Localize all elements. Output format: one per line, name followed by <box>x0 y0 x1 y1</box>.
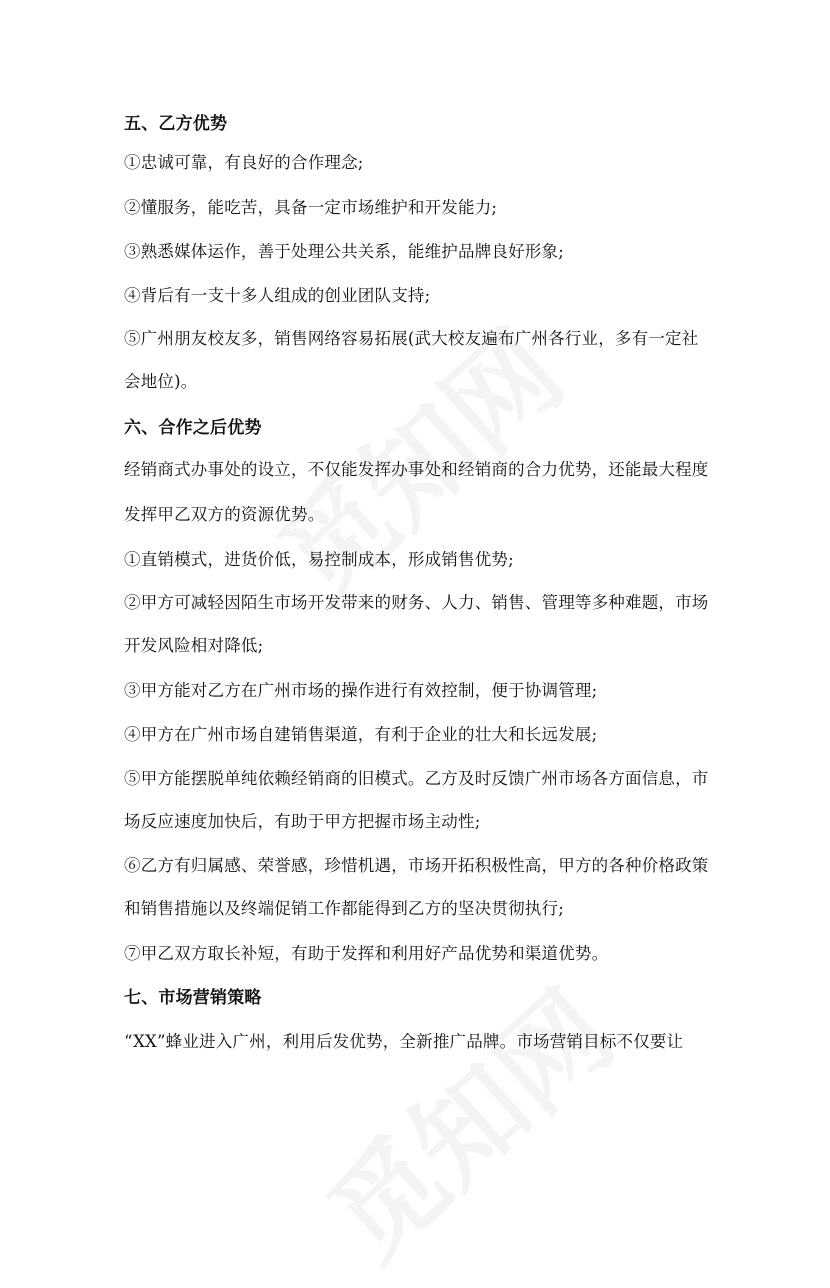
section-heading: 五、乙方优势 <box>124 114 228 134</box>
paragraph-line: ④甲方在广州市场自建销售渠道，有利于企业的壮大和长远发展; <box>124 725 598 744</box>
paragraph-line: 场反应速度加快后，有助于甲方把握市场主动性; <box>124 812 481 831</box>
paragraph-line: 和销售措施以及终端促销工作都能得到乙方的坚决贯彻执行; <box>124 899 564 918</box>
paragraph-line: ③甲方能对乙方在广州市场的操作进行有效控制，便于协调管理; <box>124 681 598 700</box>
paragraph-line: 发挥甲乙双方的资源优势。 <box>124 505 325 524</box>
section-heading: 六、合作之后优势 <box>124 418 262 438</box>
paragraph-line: ⑦甲乙双方取长补短，有助于发挥和利用好产品优势和渠道优势。 <box>124 944 609 963</box>
paragraph-line: ⑤广州朋友校友多，销售网络容易拓展(武大校友遍布广州各行业，多有一定社 <box>124 329 699 348</box>
paragraph-line: ①忠诚可靠，有良好的合作理念; <box>124 153 364 172</box>
paragraph-line: ③熟悉媒体运作，善于处理公共关系，能维护品牌良好形象; <box>124 242 564 261</box>
paragraph-line: 经销商式办事处的设立，不仅能发挥办事处和经销商的合力优势，还能最大程度 <box>124 460 709 479</box>
section-heading: 七、市场营销策略 <box>124 988 262 1008</box>
paragraph-line: ⑥乙方有归属感、荣誉感，珍惜机遇，市场开拓积极性高，甲方的各种价格政策 <box>124 856 709 875</box>
paragraph-line: ⑤甲方能摆脱单纯依赖经销商的旧模式。乙方及时反馈广州市场各方面信息，市 <box>124 769 709 788</box>
paragraph-line: ①直销模式，进货价低，易控制成本，形成销售优势; <box>124 550 514 569</box>
paragraph-line: ④背后有一支十多人组成的创业团队支持; <box>124 286 431 305</box>
paragraph-line: ②甲方可减轻因陌生市场开发带来的财务、人力、销售、管理等多种难题，市场 <box>124 593 709 612</box>
paragraph-line: “XX”蜂业进入广州，利用后发优势，全新推广品牌。市场营销目标不仅要让 <box>124 1032 684 1051</box>
paragraph-line: 开发风险相对降低; <box>124 636 264 655</box>
paragraph-line: ②懂服务，能吃苦，具备一定市场维护和开发能力; <box>124 198 498 217</box>
paragraph-line: 会地位)。 <box>124 372 198 391</box>
